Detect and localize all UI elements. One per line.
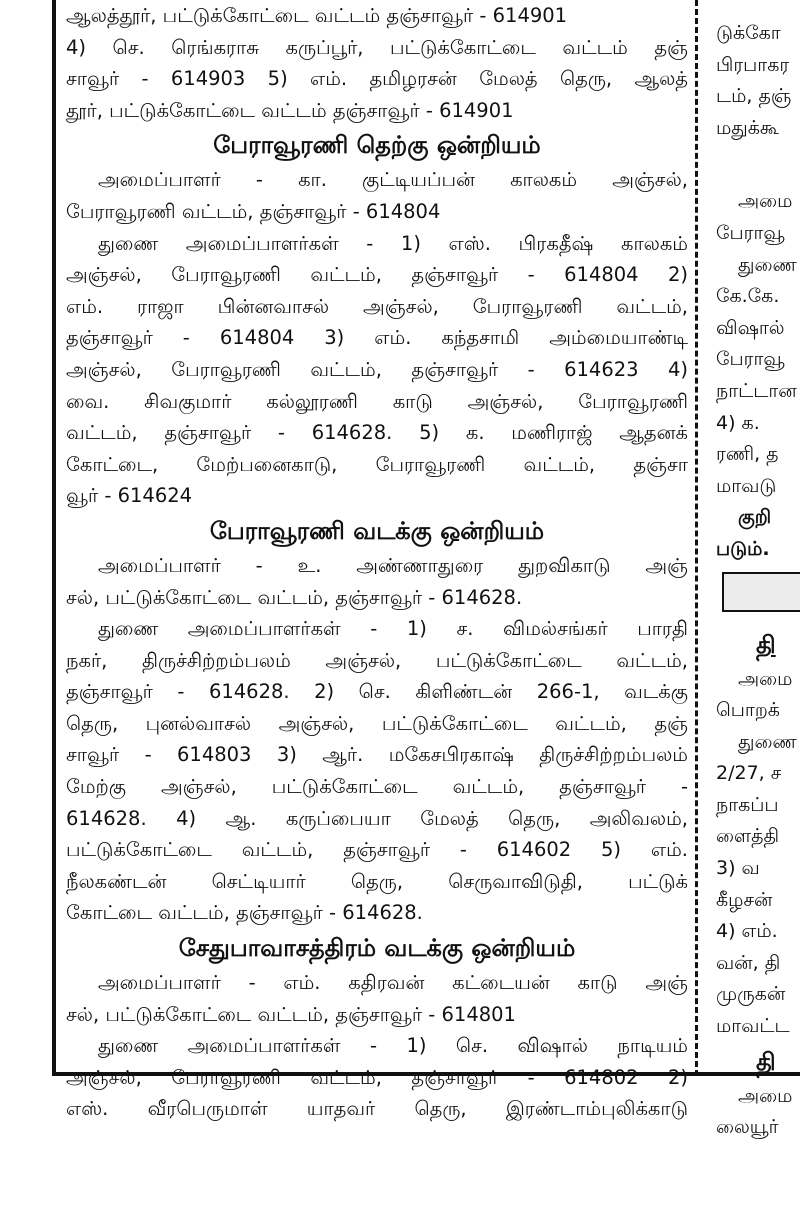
text-line: 4) எம். [716, 920, 778, 943]
text-line: பேராவூ [716, 348, 785, 371]
text-line: டுக்கோ [716, 22, 781, 44]
text-line: அமை [738, 667, 793, 690]
text-line: டம், தஞ் [716, 85, 792, 108]
text-line: தஞ்சாவூர் - 614804 3) எம். கந்தசாமி அம்மையாண்டி [66, 326, 688, 350]
text-line: அமை [738, 1084, 793, 1107]
text-line: துணை [738, 730, 797, 753]
section-heading-cropped: தி [756, 1047, 776, 1076]
main-column [66, 0, 688, 1125]
text-line: வன், தி [716, 951, 781, 974]
text-line: நாகப்ப [716, 793, 779, 816]
text-line: எஸ். வீரபெருமாள் யாதவர் தெரு, இரண்டாம்புலிக்காடு [66, 1097, 688, 1121]
text-line: நீலகண்டன் செட்டியார் தெரு, செருவாவிடுதி, பட்டுக் [66, 869, 688, 893]
text-line: 4) செ. ரெங்கராசு கருப்பூர், பட்டுக்கோட்டை வட்டம் தஞ் [66, 35, 688, 59]
text-line: பிரபாகர [716, 53, 790, 76]
section-heading-peravurani-north: பேராவூரணி வடக்கு ஒன்றியம் [209, 516, 545, 545]
text-line: மாவடு [716, 474, 777, 497]
text-line: ஆலத்தூர், பட்டுக்கோட்டை வட்டம் தஞ்சாவூர் - 614901 [66, 4, 568, 27]
text-line: சல், பட்டுக்கோட்டை வட்டம், தஞ்சாவூர் - 614628. [66, 585, 523, 609]
text-line: வை. சிவகுமார் கல்லூரணி காடு அஞ்சல், பேராவூரணி [66, 389, 688, 413]
text-line: தெரு, புனல்வாசல் அஞ்சல், பட்டுக்கோட்டை வட்டம், தஞ் [66, 711, 688, 735]
text-line: லையூர் [716, 1116, 779, 1139]
text-line: படும். [716, 537, 770, 560]
text-line: கோட்டை, மேற்பனைகாடு, பேராவூரணி வட்டம், தஞ்சா [66, 452, 688, 476]
text-line: அமை [738, 190, 793, 213]
deputy-organizers-line: துணை அமைப்பாளர்கள் - 1) செ. விஷால் நாடியம் [98, 1034, 688, 1058]
text-line: அஞ்சல், பேராவூரணி வட்டம், தஞ்சாவூர் - 614804 2) [66, 263, 688, 287]
text-line: துணை [738, 253, 797, 276]
text-line: வூர் - 614624 [66, 484, 193, 508]
text-line: கே.கே. [716, 285, 780, 308]
section-heading-sethubavachatram-north: சேதுபாவாசத்திரம் வடக்கு ஒன்றியம் [178, 934, 576, 963]
text-line: கோட்டை வட்டம், தஞ்சாவூர் - 614628. [66, 901, 423, 925]
text-line: சல், பட்டுக்கோட்டை வட்டம், தஞ்சாவூர் - 614801 [66, 1002, 516, 1026]
text-line: பொறக் [716, 699, 780, 722]
text-line: சாவூர் - 614803 3) ஆர். மகேசபிரகாஷ் திருச்சிற்றம்பலம் [66, 743, 688, 767]
section-heading-peravurani-south: பேராவூரணி தெற்கு ஒன்றியம் [213, 131, 541, 160]
text-line: அஞ்சல், பேராவூரணி வட்டம், தஞ்சாவூர் - 614623 4) [66, 357, 688, 381]
column-divider [695, 0, 698, 1076]
text-line: வட்டம், தஞ்சாவூர் - 614628. 5) க. மணிராஜ் ஆதனக் [66, 421, 688, 445]
deputy-organizers-line: துணை அமைப்பாளர்கள் - 1) எஸ். பிரகதீஷ் காலகம் [98, 231, 688, 255]
adjacent-column-cropped [716, 0, 800, 1144]
text-line: 4) க. [716, 411, 760, 434]
text-line: தஞ்சாவூர் - 614628. 2) செ. கிளிண்டன் 266-1, வடக்கு [66, 680, 688, 704]
text-line: தூர், பட்டுக்கோட்டை வட்டம் தஞ்சாவூர் - 614901 [66, 98, 514, 122]
text-line: குறி [738, 506, 772, 529]
text-line: 2/27, ச [716, 762, 782, 785]
deputy-organizers-line: துணை அமைப்பாளர்கள் - 1) ச. விமல்சங்கர் பாரதி [98, 617, 688, 641]
text-line: 3) வ [716, 857, 760, 880]
text-line: கீழசன் [716, 888, 773, 911]
text-line: மதுக்கூ [716, 116, 779, 139]
organizer-line: அமைப்பாளர் - எம். கதிரவன் கட்டையன் காடு அஞ் [98, 971, 688, 995]
text-line: நகர், திருச்சிற்றம்பலம் அஞ்சல், பட்டுக்கோட்டை வட்டம், [66, 648, 688, 672]
section-heading-cropped: தி [756, 630, 776, 659]
text-line: பேராவூ [716, 221, 785, 244]
organizer-line: அமைப்பாளர் - கா. குட்டியப்பன் காலகம் அஞ்சல், [98, 168, 688, 192]
text-line: பட்டுக்கோட்டை வட்டம், தஞ்சாவூர் - 614602 5) எம். [66, 838, 688, 862]
text-line: பேராவூரணி வட்டம், தஞ்சாவூர் - 614804 [66, 199, 441, 223]
text-line: விஷால் [716, 316, 785, 339]
text-line: மேற்கு அஞ்சல், பட்டுக்கோட்டை வட்டம், தஞ்சாவூர் - [66, 775, 688, 799]
text-line: ரணி, த [716, 443, 779, 466]
text-line: ளைத்தி [716, 825, 780, 848]
text-line: நாட்டான [716, 379, 797, 402]
organizer-line: அமைப்பாளர் - உ. அண்ணாதுரை துறவிகாடு அஞ் [98, 553, 688, 577]
text-line: எம். ராஜா பின்னவாசல் அஞ்சல், பேராவூரணி வட்டம், [66, 294, 688, 318]
text-line: சாவூர் - 614903 5) எம். தமிழரசன் மேலத் தெரு, ஆலத் [66, 67, 688, 91]
shaded-box [722, 572, 800, 612]
text-line: 614628. 4) ஆ. கருப்பையா மேலத் தெரு, அலிவலம், [66, 806, 688, 830]
text-line: மாவட்ட [716, 1015, 790, 1038]
text-line: முருகன் [716, 983, 786, 1006]
text-line: அஞ்சல், பேராவூரணி வட்டம், தஞ்சாவூர் - 614802 2) [66, 1065, 688, 1089]
